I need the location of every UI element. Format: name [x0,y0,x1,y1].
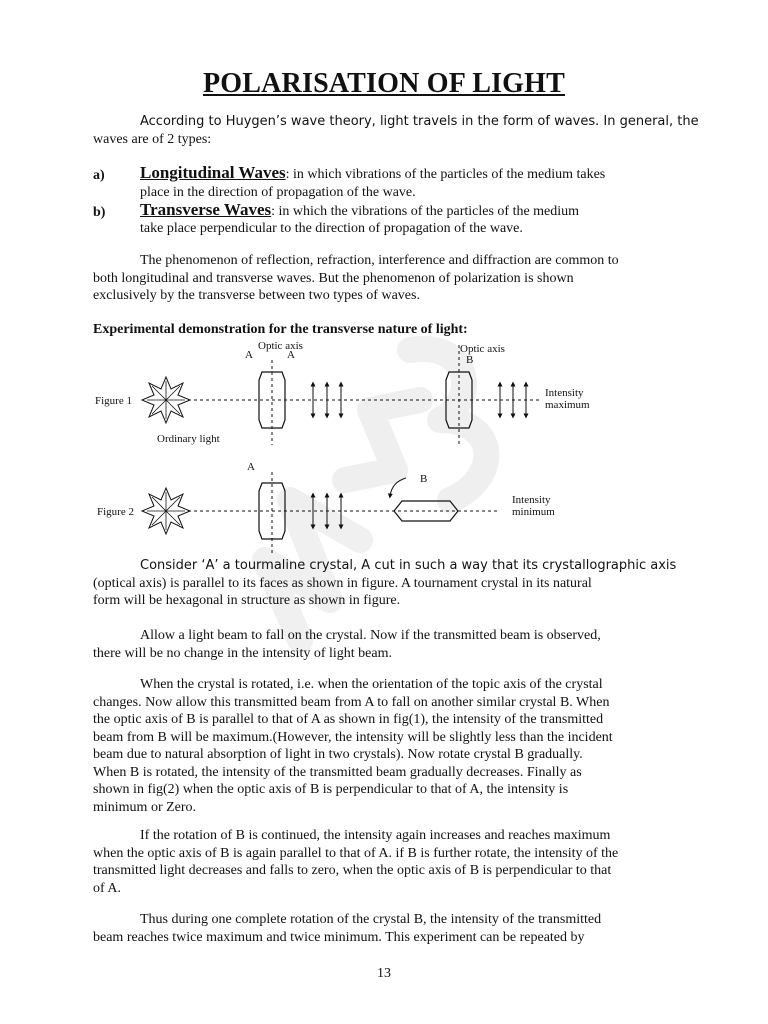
page-title: POLARISATION OF LIGHT [202,68,566,99]
section-heading: Experimental demonstration for the transverse nature of light: [93,322,468,337]
text-line: Consider ‘A’ a tourmaline crystal, A cut in such a way that its crystallographic axis [140,558,677,573]
figure1-label: Figure 1 [95,395,132,407]
text-line: changes. Now allow this transmitted beam from A to fall on another similar crystal B. When [93,694,610,710]
intro-line: According to Huygen’s wave theory, light travels in the form of waves. In general, the [140,114,699,129]
vibration-arrows [313,384,341,416]
intro-line: waves are of 2 types: [93,131,212,147]
continued-paragraph [93,827,678,897]
rotation-arrow [390,478,406,496]
text-line: when the optic axis of B is again parallel to that of A. if B is further rotate, the intensity of the [93,845,619,861]
text-line: Thus during one complete rotation of the crystal B, the intensity of the transmitted [140,912,602,927]
figure2-label: Figure 2 [97,506,134,518]
text-line: the optic axis of B is parallel to that of A as shown in fig(1), the intensity of the transmitted [93,712,604,727]
text-line: When B is rotated, the intensity of the transmitted beam gradually decreases. Finally as [93,764,582,780]
text-line: of A. [93,880,121,896]
allow-paragraph [93,627,678,662]
intensity-minimum-label: minimum [512,506,555,518]
text-line: When the crystal is rotated, i.e. when the orientation of the topic axis of the crystal [140,677,603,692]
crystal-a-label: A [247,461,255,473]
term-description: : in which vibrations of the particles of the medium takes [285,167,606,182]
ordinary-light-label: Ordinary light [157,433,220,445]
vibration-arrows [313,495,341,527]
crystal-a-label: A [245,349,253,361]
star-rays [147,381,185,419]
page-number: 13 [377,966,391,981]
term-description-cont: take place perpendicular to the direction of propagation of the wave. [140,221,523,236]
vibration-arrows [500,384,526,416]
term-transverse: Transverse Waves [140,200,272,219]
text-line: Allow a light beam to fall on the crystal. Now if the transmitted beam is observed, [140,628,601,643]
text-line: beam reaches twice maximum and twice minimum. This experiment can be repeated by [93,929,585,945]
text-line: transmitted light decreases and falls to zero, when the optic axis of B is perpendicular to that [93,863,612,878]
term-description: : in which the vibrations of the particles of the medium [271,204,580,219]
list-marker: b) [93,205,106,220]
text-line: beam from B will be maximum.(However, the intensity will be slightly less than the incident [93,729,613,745]
intensity-label: Intensity [545,387,584,399]
thus-paragraph [93,911,678,946]
intensity-label: Intensity [512,494,551,506]
term-longitudinal: Longitudinal Waves [140,163,286,182]
consider-paragraph [93,557,678,610]
text-line: beam due to natural absorption of light in two crystals). Now rotate crystal B gradually. [93,747,583,762]
text-line: exclusively by the transverse between two types of waves. [93,288,420,303]
crystal-a-label: A [287,349,295,361]
optic-axis-label-b: Optic axis [460,343,505,355]
crystal-b-label: B [466,354,474,366]
text-line: shown in fig(2) when the optic axis of B is perpendicular to that of A, the intensity is [93,782,569,797]
text-line: If the rotation of B is continued, the intensity again increases and reaches maximum [140,828,611,843]
rotation-paragraph [93,676,678,816]
star-rays [147,492,185,530]
crystal-b-label: B [420,473,428,485]
text-line: there will be no change in the intensity of light beam. [93,645,392,661]
text-line: minimum or Zero. [93,799,197,815]
intensity-maximum-label: maximum [545,399,590,411]
text-line: both longitudinal and transverse waves. But the phenomenon of polarization is shown [93,270,574,286]
optic-axis-label-a: Optic axis [258,340,303,352]
text-line: form will be hexagonal in structure as shown in figure. [93,593,401,608]
text-line: The phenomenon of reflection, refraction, interference and diffraction are common to [140,253,619,268]
text-line: (optical axis) is parallel to its faces as shown in figure. A tournament crystal in its natural [93,575,592,591]
term-description-cont: place in the direction of propagation of the wave. [140,185,416,200]
list-marker: a) [93,168,105,183]
